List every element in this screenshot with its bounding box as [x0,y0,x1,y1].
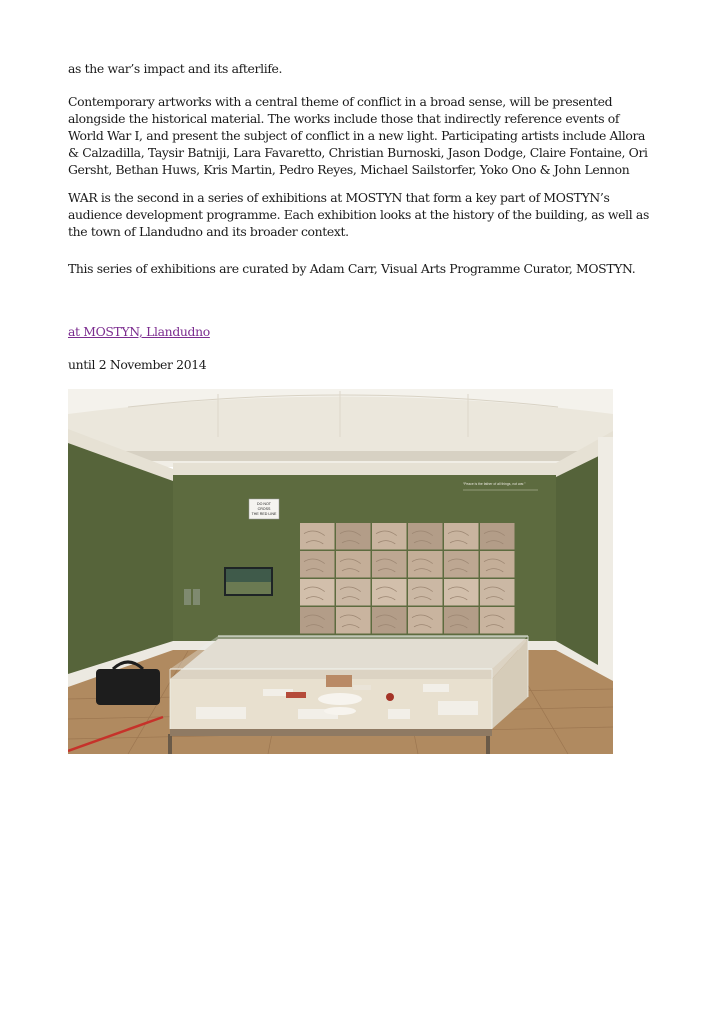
grid-photo-tile [372,551,407,578]
grid-photo-tile [408,579,443,606]
paragraph-text: WAR is the second in a series of exhibitions at MOSTYN that form a key part of MOSTYN’s audience development programme. Each exhibition looks at the history of the building, as well as the town of Llandudno and its broader context. [68,190,649,239]
wall-quote: “Peace is the father of all things, not war.” [463,482,526,486]
grid-photo-tile [300,607,335,634]
paragraph-exhibition-series [68,189,658,240]
grid-photo-tile [444,551,479,578]
paragraph-text: as the war’s impact and its afterlife. [68,61,283,76]
sign-line-2: CROSS [257,507,271,511]
grid-photo-tile [372,579,407,606]
grid-photo-tile [408,607,443,634]
venue-line [68,323,210,340]
grid-photo-tile [408,551,443,578]
grid-photo-tile [444,523,479,550]
grid-photo-tile [444,607,479,634]
grid-photo-tile [444,579,479,606]
paragraph-intro-continuation [68,60,658,77]
paragraph-curator [68,260,658,277]
paragraph-text: Contemporary artworks with a central theme of conflict in a broad sense, will be presented alongside the historical material. The works include those that indirectly reference events of World War I, and present the subject of conflict in a new light. Participating artists include Allora & Calzadilla, Taysir Batniji, Lara Favaretto, Christian Burnoski, Jason Dodge, Claire Fontaine, Ori Gersht, Bethan Huws, Kris Martin, Pedro Reyes, Michael Sailstorfer, Yoko Ono & John Lennon [68,94,648,177]
sign-line-1: DO NOT [257,502,271,506]
grid-photo-tile [480,551,515,578]
grid-photo-tile [336,523,371,550]
gallery-installation-photo [68,389,613,754]
paragraph-text: This series of exhibitions are curated by Adam Carr, Visual Arts Programme Curator, MOSTYN. [68,261,636,276]
grid-photo-tile [336,607,371,634]
grid-photo-tile [300,523,335,550]
sign-line-3: THE RED LINE [251,512,277,516]
grid-photo-tile [336,551,371,578]
grid-photo-tile [336,579,371,606]
exhibition-dates: until 2 November 2014 [68,357,207,372]
grid-photo-tile [372,607,407,634]
grid-photo-tile [372,523,407,550]
grid-photo-tile [408,523,443,550]
grid-photo-tile [480,607,515,634]
paragraph-contemporary-artworks [68,93,658,178]
venue-link[interactable]: at MOSTYN, Llandudno [68,324,210,339]
grid-photo-tile [480,523,515,550]
grid-photo-tile [480,579,515,606]
grid-photo-tile [300,551,335,578]
grid-photo-tile [300,579,335,606]
